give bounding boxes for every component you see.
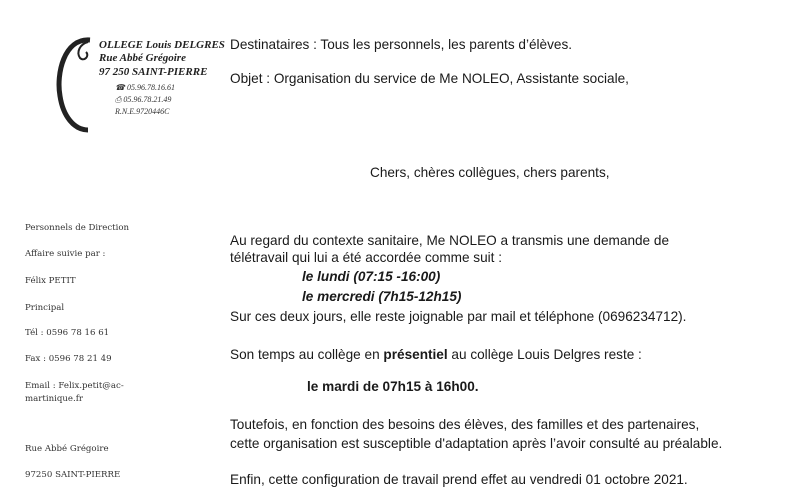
logo-c-icon: [52, 34, 102, 134]
fax-icon: ⎙: [115, 95, 122, 104]
sidebar-street: Rue Abbé Grégoire: [25, 444, 109, 454]
sidebar-role: Principal: [25, 303, 65, 313]
sidebar-email-cont: martinique.fr: [25, 394, 84, 404]
paragraph-3-line-2: cette organisation est susceptible d'adaptation après l’avoir consulté au préalable.: [230, 436, 723, 451]
recipients-line: Destinataires : Tous les personnels, les parents d’élèves.: [230, 37, 573, 52]
school-phone: 05.96.78.16.61: [126, 83, 175, 92]
sidebar-fax: Fax : 0596 78 21 49: [25, 354, 112, 364]
greeting: Chers, chères collègues, chers parents,: [370, 165, 610, 180]
school-name: OLLEGE Louis DELGRES: [99, 39, 225, 51]
sidebar-name: Félix PETIT: [25, 276, 76, 286]
sidebar-department: Personnels de Direction: [25, 223, 130, 233]
telework-day-2: le mercredi (7h15-12h15): [302, 289, 462, 304]
telework-day-1: le lundi (07:15 -16:00): [302, 269, 441, 284]
school-rne: R.N.E.9720446C: [115, 107, 170, 116]
paragraph-2: [230, 347, 642, 363]
phone-icon: ☎: [115, 83, 125, 92]
school-city: 97 250 SAINT-PIERRE: [99, 66, 208, 78]
sidebar-phone: Tél : 0596 78 16 61: [25, 328, 110, 338]
sidebar-followed-by: Affaire suivie par :: [25, 249, 106, 259]
paragraph-3-line-1: Toutefois, en fonction des besoins des élèves, des familles et des partenaires,: [230, 417, 700, 432]
school-fax: 05.96.78.21.49: [123, 95, 172, 104]
paragraph-1-line-1: Au regard du contexte sanitaire, Me NOLEO a transmis une demande de: [230, 233, 670, 248]
sidebar-city: 97250 SAINT-PIERRE: [25, 470, 121, 480]
p2-text: Son temps au collège en: [230, 347, 384, 362]
subject-line: Objet : Organisation du service de Me NOLEO, Assistante sociale,: [230, 71, 629, 86]
school-street: Rue Abbé Grégoire: [99, 52, 186, 64]
onsite-schedule: le mardi de 07h15 à 16h00.: [307, 379, 479, 394]
sidebar-email: Email : Felix.petit@ac-: [25, 381, 124, 391]
p2-bold: présentiel: [383, 347, 448, 362]
paragraph-1-line-3: Sur ces deux jours, elle reste joignable par mail et téléphone (0696234712).: [230, 309, 687, 324]
p2-text-after: au collège Louis Delgres reste :: [447, 347, 642, 362]
paragraph-4: Enfin, cette configuration de travail prend effet au vendredi 01 octobre 2021.: [230, 472, 688, 487]
paragraph-1-line-2: télétravail qui lui a été accordée comme suit :: [230, 250, 503, 265]
